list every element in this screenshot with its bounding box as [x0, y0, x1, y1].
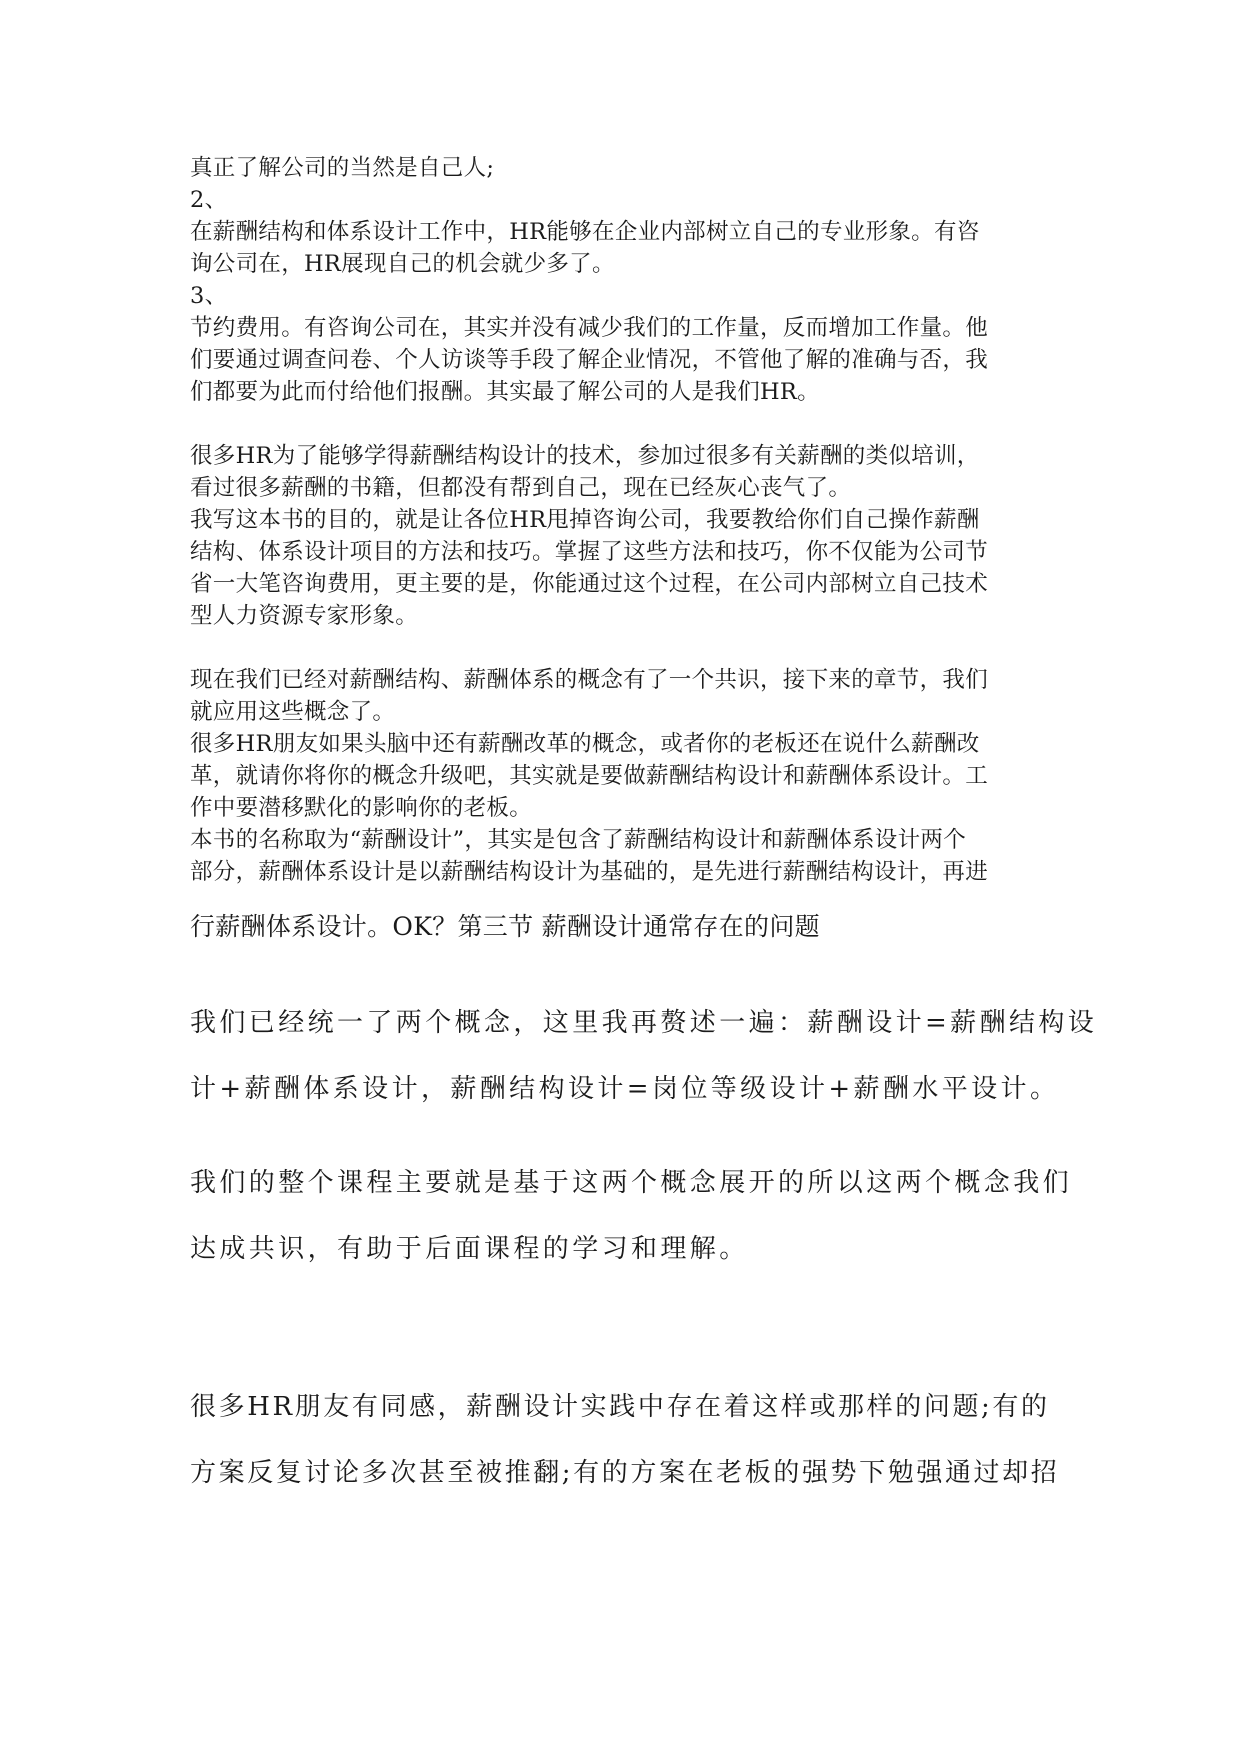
- text-line: 作中要潜移默化的影响你的老板。: [190, 795, 533, 821]
- paragraph-line: 我们已经统一了两个概念，这里我再赘述一遍：薪酬设计=薪酬结构设: [190, 1008, 1098, 1038]
- text-line: 在薪酬结构和体系设计工作中，HR能够在企业内部树立自己的专业形象。有咨: [190, 219, 980, 245]
- text-line: 真正了解公司的当然是自己人;: [190, 155, 495, 181]
- text-line: 省一大笔咨询费用，更主要的是，你能通过这个过程，在公司内部树立自己技术: [190, 571, 989, 597]
- text-line: 们要通过调查问卷、个人访谈等手段了解企业情况，不管他了解的准确与否，我: [190, 347, 989, 373]
- text-line: 结构、体系设计项目的方法和技巧。掌握了这些方法和技巧，你不仅能为公司节: [190, 539, 989, 565]
- text-line: 革，就请你将你的概念升级吧，其实就是要做薪酬结构设计和薪酬体系设计。工: [190, 763, 989, 789]
- paragraph-line: 计+薪酬体系设计，薪酬结构设计=岗位等级设计+薪酬水平设计。: [190, 1074, 1060, 1104]
- text-line: 看过很多薪酬的书籍，但都没有帮到自己，现在已经灰心丧气了。: [190, 475, 852, 501]
- text-line: 部分，薪酬体系设计是以薪酬结构设计为基础的，是先进行薪酬结构设计，再进: [190, 859, 989, 885]
- text-line: 节约费用。有咨询公司在，其实并没有减少我们的工作量，反而增加工作量。他: [190, 315, 989, 341]
- text-line: 我写这本书的目的，就是让各位HR甩掉咨询公司，我要教给你们自己操作薪酬: [190, 507, 980, 533]
- paragraph-line: 很多HR朋友有同感，薪酬设计实践中存在着这样或那样的问题;有的: [190, 1392, 1050, 1422]
- paragraph-line: 方案反复讨论多次甚至被推翻;有的方案在老板的强势下勉强通过却招: [190, 1458, 1060, 1488]
- text-line: 型人力资源专家形象。: [190, 603, 419, 629]
- text-line: 就应用这些概念了。: [190, 699, 396, 725]
- paragraph-line: 我们的整个课程主要就是基于这两个概念展开的所以这两个概念我们: [190, 1168, 1073, 1198]
- text-line: 很多HR朋友如果头脑中还有薪酬改革的概念，或者你的老板还在说什么薪酬改: [190, 731, 980, 757]
- text-line: 本书的名称取为“薪酬设计”，其实是包含了薪酬结构设计和薪酬体系设计两个: [190, 827, 967, 853]
- paragraph-line: 达成共识，有助于后面课程的学习和理解。: [190, 1234, 749, 1264]
- list-number: 3、: [190, 283, 228, 309]
- text-line: 询公司在，HR展现自己的机会就少多了。: [190, 251, 615, 277]
- text-line: 们都要为此而付给他们报酬。其实最了解公司的人是我们HR。: [190, 379, 820, 405]
- section-heading: 行薪酬体系设计。OK？第三节 薪酬设计通常存在的问题: [190, 912, 820, 941]
- text-line: 现在我们已经对薪酬结构、薪酬体系的概念有了一个共识，接下来的章节，我们: [190, 667, 989, 693]
- text-line: 很多HR为了能够学得薪酬结构设计的技术，参加过很多有关薪酬的类似培训，: [190, 443, 980, 469]
- list-number: 2、: [190, 187, 228, 213]
